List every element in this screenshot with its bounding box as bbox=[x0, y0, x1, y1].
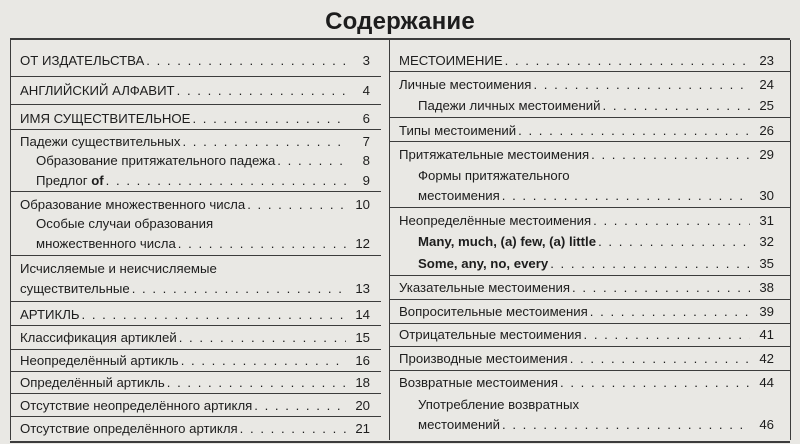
toc-entry-title: Производные местоимения bbox=[399, 351, 568, 366]
toc-entry-page: 35 bbox=[759, 256, 774, 271]
toc-entry-preposition-of[interactable] bbox=[36, 173, 370, 189]
toc-entry-reflexive-pronouns[interactable] bbox=[399, 375, 774, 391]
toc-entry-page: 8 bbox=[362, 153, 370, 168]
toc-entry-definite-article[interactable] bbox=[20, 375, 370, 391]
toc-entry-title: Указательные местоимения bbox=[399, 280, 571, 295]
toc-entry-negative-pronouns[interactable] bbox=[399, 327, 774, 343]
toc-entry-personal-pronoun-cases[interactable] bbox=[418, 98, 774, 114]
toc-entry-page: 31 bbox=[759, 213, 774, 228]
toc-entry-reflexive-pronoun-usage[interactable] bbox=[418, 397, 774, 433]
toc-entry-title: Some, any, no, every bbox=[418, 256, 549, 271]
toc-entry-title: Притяжательные местоимения bbox=[399, 147, 590, 162]
toc-entry-title-line1: Употребление возвратных bbox=[418, 397, 580, 412]
toc-entry-page: 16 bbox=[355, 353, 370, 368]
toc-entry-page: 24 bbox=[759, 77, 774, 92]
toc-entry-title: Типы местоимений bbox=[399, 123, 517, 138]
toc-entry-title: ОТ ИЗДАТЕЛЬСТВА bbox=[20, 53, 145, 68]
toc-entry-from-publisher[interactable] bbox=[20, 53, 370, 69]
toc-entry-title: Личные местоимения bbox=[399, 77, 532, 92]
toc-entry-title: Определённый артикль bbox=[20, 375, 165, 390]
toc-entry-page: 26 bbox=[759, 123, 774, 138]
toc-entry-title: Образование притяжательного падежа bbox=[36, 153, 276, 168]
toc-entry-plural-formation[interactable] bbox=[20, 197, 370, 213]
toc-entry-possessive-pronoun-forms[interactable] bbox=[418, 168, 774, 204]
toc-entry-no-definite-article[interactable] bbox=[20, 421, 370, 437]
toc-entry-page: 42 bbox=[759, 351, 774, 366]
toc-entry-title: Отсутствие определённого артикля bbox=[20, 421, 238, 436]
toc-entry-page: 39 bbox=[759, 304, 774, 319]
toc-entry-title-line2: местоимения bbox=[418, 188, 500, 203]
toc-entry-page: 13 bbox=[355, 281, 370, 296]
toc-entry-pronoun[interactable] bbox=[399, 53, 774, 69]
toc-entry-page: 38 bbox=[759, 280, 774, 295]
toc-entry-title-line1: Формы притяжательного bbox=[418, 168, 570, 183]
toc-entry-page: 44 bbox=[759, 375, 774, 390]
toc-entry-title-line2: существительные bbox=[20, 281, 130, 296]
toc-entry-page: 41 bbox=[759, 327, 774, 342]
toc-entry-demonstrative-pronouns[interactable] bbox=[399, 280, 774, 296]
toc-entry-page: 29 bbox=[759, 147, 774, 162]
toc-entry-page: 15 bbox=[355, 330, 370, 345]
toc-entry-page: 20 bbox=[355, 398, 370, 413]
toc-entry-page: 14 bbox=[355, 307, 370, 322]
page-title: Содержание bbox=[325, 8, 475, 35]
toc-entry-page: 32 bbox=[759, 234, 774, 249]
toc-entry-title: Неопределённый артикль bbox=[20, 353, 179, 368]
toc-entry-page: 3 bbox=[362, 53, 370, 68]
toc-entry-possessive-pronouns[interactable] bbox=[399, 147, 774, 163]
toc-entry-derivative-pronouns[interactable] bbox=[399, 351, 774, 367]
toc-right-column bbox=[389, 40, 791, 440]
toc-entry-english-alphabet[interactable] bbox=[20, 83, 370, 99]
toc-entry-no-indefinite-article[interactable] bbox=[20, 398, 370, 414]
toc-entry-possessive-case[interactable] bbox=[36, 153, 370, 169]
toc-entry-page: 23 bbox=[759, 53, 774, 68]
toc-entry-page: 4 bbox=[362, 83, 370, 98]
bottom-rule bbox=[10, 441, 790, 443]
toc-entry-page: 18 bbox=[355, 375, 370, 390]
toc-entry-indefinite-article[interactable] bbox=[20, 353, 370, 369]
toc-entry-pronoun-types[interactable] bbox=[399, 123, 774, 139]
toc-entry-page: 46 bbox=[759, 417, 774, 432]
toc-left-column bbox=[10, 40, 381, 440]
toc-entry-page: 6 bbox=[362, 111, 370, 126]
toc-entry-personal-pronouns[interactable] bbox=[399, 77, 774, 93]
toc-entry-title: АРТИКЛЬ bbox=[20, 307, 80, 322]
toc-entry-countable-uncountable[interactable] bbox=[20, 261, 370, 297]
toc-entry-some-any-no-every[interactable] bbox=[418, 256, 774, 272]
toc-entry-noun-cases[interactable] bbox=[20, 134, 370, 150]
toc-entry-page: 21 bbox=[355, 421, 370, 436]
toc-entry-title-line1: Исчисляемые и неисчисляемые bbox=[20, 261, 217, 276]
toc-entry-page: 12 bbox=[355, 236, 370, 251]
toc-entry-indefinite-pronouns[interactable] bbox=[399, 213, 774, 229]
toc-entry-noun[interactable] bbox=[20, 111, 370, 127]
toc-entry-title: Отрицательные местоимения bbox=[399, 327, 582, 342]
toc-entry-title: Предлог of bbox=[36, 173, 104, 188]
toc-entry-title-line1: Особые случаи образования bbox=[36, 216, 214, 231]
toc-entry-article[interactable] bbox=[20, 307, 370, 323]
toc-entry-title: Падежи личных местоимений bbox=[418, 98, 601, 113]
toc-entry-title-line2: множественного числа bbox=[36, 236, 176, 251]
toc-entry-interrogative-pronouns[interactable] bbox=[399, 304, 774, 320]
toc-entry-page: 30 bbox=[759, 188, 774, 203]
toc-entry-plural-special-cases[interactable] bbox=[36, 216, 370, 252]
toc-entry-page: 9 bbox=[362, 173, 370, 188]
toc-entry-many-much-few-little[interactable] bbox=[418, 234, 774, 250]
toc-entry-title: Классификация артиклей bbox=[20, 330, 177, 345]
toc-entry-page: 10 bbox=[355, 197, 370, 212]
toc-entry-title: МЕСТОИМЕНИЕ bbox=[399, 53, 503, 68]
toc-entry-title: ИМЯ СУЩЕСТВИТЕЛЬНОЕ bbox=[20, 111, 191, 126]
toc-entry-title-line2: местоимений bbox=[418, 417, 501, 432]
toc-entry-title: Вопросительные местоимения bbox=[399, 304, 588, 319]
toc-entry-title: Отсутствие неопределённого артикля bbox=[20, 398, 253, 413]
toc-entry-title: Образование множественного числа bbox=[20, 197, 246, 212]
toc-entry-page: 25 bbox=[759, 98, 774, 113]
toc-entry-title: Неопределённые местоимения bbox=[399, 213, 592, 228]
toc-entry-title: Возвратные местоимения bbox=[399, 375, 558, 390]
toc-entry-article-classification[interactable] bbox=[20, 330, 370, 346]
toc-entry-title: Many, much, (a) few, (a) little bbox=[418, 234, 597, 249]
toc-entry-title: АНГЛИЙСКИЙ АЛФАВИТ bbox=[20, 83, 175, 98]
toc-entry-page: 7 bbox=[362, 134, 370, 149]
toc-entry-title: Падежи существительных bbox=[20, 134, 181, 149]
